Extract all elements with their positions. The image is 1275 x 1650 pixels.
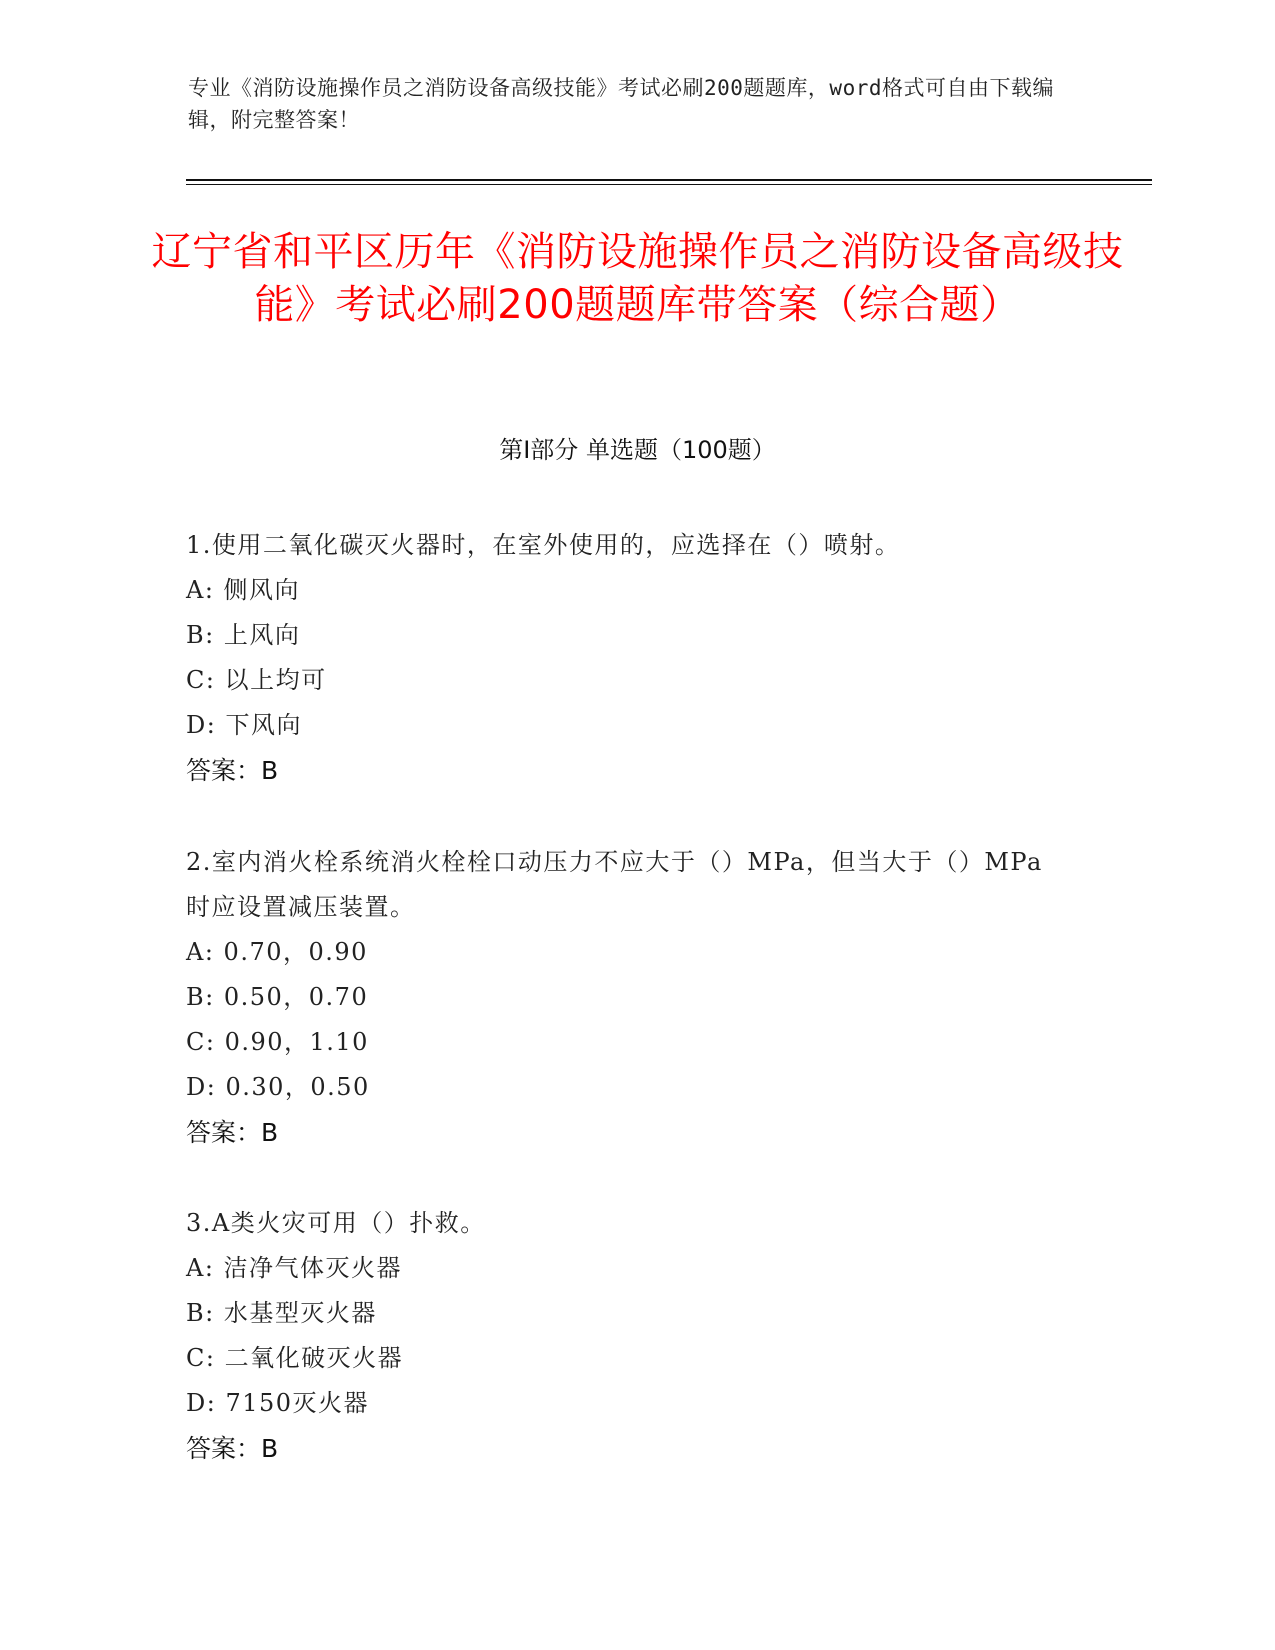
header-divider-thin bbox=[186, 184, 1152, 185]
option-a: A: 侧风向 bbox=[186, 576, 301, 604]
question-2 bbox=[186, 840, 1066, 1155]
question-1 bbox=[186, 523, 1066, 793]
option-d: D: 下风向 bbox=[186, 711, 302, 739]
answer: 答案：B bbox=[186, 1434, 279, 1463]
option-a: A: 0.70，0.90 bbox=[186, 938, 368, 966]
question-stem: 2.室内消火栓系统消火栓栓口动压力不应大于（）MPa，但当大于（）MPa时应设置减压装置。 bbox=[186, 848, 1043, 921]
header-note: 专业《消防设施操作员之消防设备高级技能》考试必刷200题题库，word格式可自由下载编辑，附完整答案！ bbox=[188, 76, 1054, 132]
question-stem: 3.A类火灾可用（）扑救。 bbox=[186, 1209, 486, 1237]
answer: 答案：B bbox=[186, 756, 279, 785]
section-heading: 第Ⅰ部分 单选题（100题） bbox=[499, 436, 776, 464]
header-divider-thick bbox=[186, 179, 1152, 181]
option-c: C: 二氧化破灭火器 bbox=[186, 1344, 404, 1372]
question-stem: 1.使用二氧化碳灭火器时，在室外使用的，应选择在（）喷射。 bbox=[186, 531, 901, 559]
answer: 答案：B bbox=[186, 1118, 279, 1147]
option-c: C: 以上均可 bbox=[186, 666, 327, 694]
option-d: D: 7150灭火器 bbox=[186, 1389, 370, 1417]
option-d: D: 0.30，0.50 bbox=[186, 1073, 370, 1101]
document-title: 辽宁省和平区历年《消防设施操作员之消防设备高级技能》考试必刷200题题库带答案（综合题） bbox=[151, 229, 1124, 328]
option-b: B: 上风向 bbox=[186, 621, 301, 649]
question-3 bbox=[186, 1201, 1066, 1471]
option-b: B: 水基型灭火器 bbox=[186, 1299, 377, 1327]
option-b: B: 0.50，0.70 bbox=[186, 983, 369, 1011]
option-c: C: 0.90，1.10 bbox=[186, 1028, 369, 1056]
option-a: A: 洁净气体灭火器 bbox=[186, 1254, 403, 1282]
